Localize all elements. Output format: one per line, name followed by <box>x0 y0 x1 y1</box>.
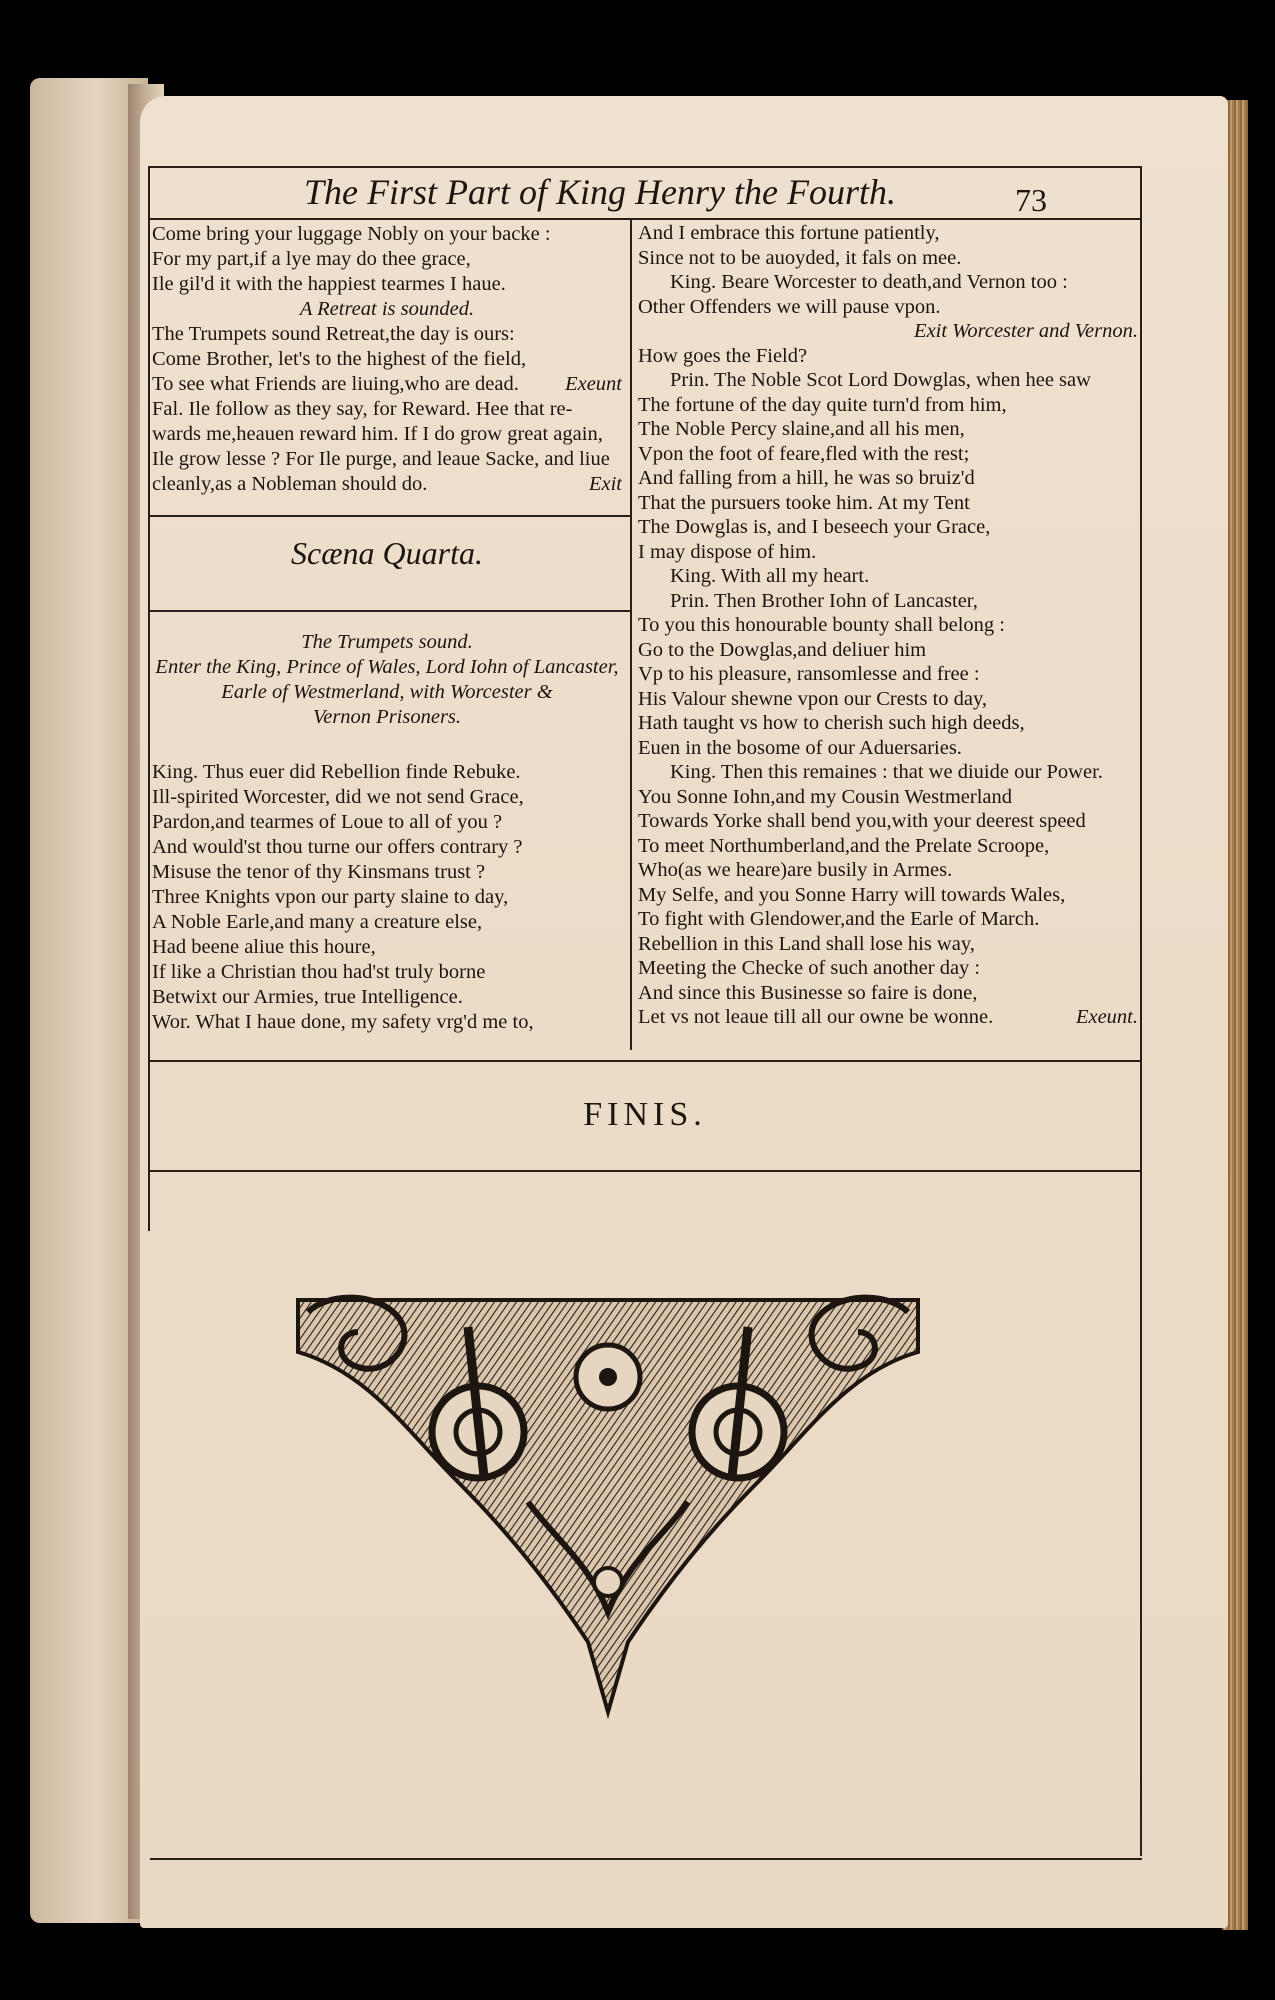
verse-line: King. With all my heart. <box>670 565 870 587</box>
verse-line: Hath taught vs how to cherish such high deeds, <box>638 712 1025 734</box>
verse-line: Let vs not leaue till all our owne be wonne. Exeunt. <box>638 1006 1138 1028</box>
frame-right-rule <box>1140 166 1142 1856</box>
verse-line: Ill-spirited Worcester, did we not send Grace, <box>152 786 524 808</box>
verse-line: Had beene aliue this houre, <box>152 936 376 958</box>
exit-direction: Exeunt. <box>1075 1006 1138 1028</box>
verse-line: And falling from a hill, he was so bruiz'd <box>638 467 975 489</box>
stage-direction-line: Vernon Prisoners. <box>312 706 462 728</box>
frame-bottom-rule <box>150 1858 1142 1860</box>
verse-line: Vp to his pleasure, ransomlesse and free : <box>638 663 980 685</box>
verse-line: Prin. Then Brother Iohn of Lancaster, <box>670 589 978 612</box>
verse-line: Other Offenders we will pause vpon. <box>638 295 941 318</box>
verse-line: To see what Friends are liuing,who are dead. Exeunt <box>152 373 622 395</box>
verse-line: King. Beare Worcester to death,and Vernon too : <box>670 271 1068 293</box>
finis-heading: FINIS. <box>583 1096 707 1133</box>
verse-line: Come bring your luggage Nobly on your backe : <box>152 223 551 245</box>
stage-direction-line: A Retreat is sounded. <box>299 298 475 320</box>
verse-line: Ile gil'd it with the happiest tearmes I haue. <box>152 273 506 295</box>
verse-line: The Trumpets sound Retreat,the day is ours: <box>152 323 515 345</box>
scene-rule-top <box>148 515 630 517</box>
prose-line: wards me,heauen reward him. If I do grow great again, <box>152 423 603 445</box>
verse-line: If like a Christian thou had'st truly borne <box>152 961 486 983</box>
scene-heading: Scæna Quarta. <box>291 535 483 571</box>
verse-line: To fight with Glendower,and the Earle of March. <box>638 908 1040 930</box>
prose-line: Fal. Ile follow as they say, for Reward. Hee that re- <box>152 398 573 420</box>
left-column-bottom <box>152 760 622 1035</box>
verse-line: How goes the Field? <box>638 344 808 367</box>
verse-line: Pardon,and tearmes of Loue to all of you ? <box>152 811 503 833</box>
running-title: The First Part of King Henry the Fourth. <box>304 172 896 212</box>
verse-line: That the pursuers tooke him. At my Tent <box>638 491 970 514</box>
verse-line: To you this honourable bounty shall belong : <box>638 614 1005 636</box>
verse-line: Wor. What I haue done, my safety vrg'd me to, <box>152 1011 534 1033</box>
exit-direction: Exeunt <box>565 373 622 395</box>
verse-line: Towards Yorke shall bend you,with your deerest speed <box>638 810 1086 832</box>
verse-line: Go to the Dowglas,and deliuer him <box>638 638 927 661</box>
left-column-top <box>152 222 622 497</box>
verse-line: Three Knights vpon our party slaine to day, <box>152 886 509 908</box>
verse-line: A Noble Earle,and many a creature else, <box>152 911 483 933</box>
page-number: 73 <box>1015 182 1047 218</box>
finis-rule-top <box>148 1060 1140 1062</box>
verse-line: And since this Businesse so faire is done, <box>638 981 978 1004</box>
verse-line: You Sonne Iohn,and my Cousin Westmerland <box>638 785 1012 808</box>
verse-line: King. Then this remaines : that we diuide our Power. <box>670 761 1103 783</box>
scene-rule-bottom <box>148 610 630 612</box>
stage-direction-line: Exit Worcester and Vernon. <box>914 320 1138 342</box>
verse-line: And I embrace this fortune patiently, <box>638 222 940 244</box>
verse-line: I may dispose of him. <box>638 540 817 563</box>
verse-line: My Selfe, and you Sonne Harry will towards Wales, <box>638 883 1066 906</box>
exit-direction: Exit <box>588 473 622 495</box>
verse-line: Who(as we heare)are busily in Armes. <box>638 859 953 881</box>
verse-line: His Valour shewne vpon our Crests to day, <box>638 687 988 710</box>
verse-line: Come Brother, let's to the highest of the field, <box>152 348 527 370</box>
stage-direction-block <box>152 630 622 730</box>
column-divider <box>630 218 632 1050</box>
prose-line: cleanly,as a Nobleman should do. Exit <box>152 473 622 495</box>
verse-line: Meeting the Checke of such another day : <box>638 957 981 979</box>
verse-line: Vpon the foot of feare,fled with the rest; <box>638 442 970 465</box>
verse-line: Misuse the tenor of thy Kinsmans trust ? <box>152 861 486 883</box>
frame-left-rule <box>148 166 150 1231</box>
verse-line: The fortune of the day quite turn'd from him, <box>638 393 1007 416</box>
prose-line: Ile grow lesse ? For Ile purge, and leaue Sacke, and liue <box>152 448 610 470</box>
verse-line: King. Thus euer did Rebellion finde Rebuke. <box>152 761 521 783</box>
verse-line: To meet Northumberland,and the Prelate Scroope, <box>638 834 1050 857</box>
verse-line: And would'st thou turne our offers contrary ? <box>152 836 523 858</box>
stage-direction-line: Earle of Westmerland, with Worcester & <box>221 681 553 703</box>
verse-line: Euen in the bosome of our Aduersaries. <box>638 736 962 759</box>
right-column <box>638 221 1138 1030</box>
verse-line: The Dowglas is, and I beseech your Grace, <box>638 516 991 538</box>
verse-line: Prin. The Noble Scot Lord Dowglas, when hee saw <box>670 369 1091 391</box>
verse-line: Rebellion in this Land shall lose his way, <box>638 932 975 955</box>
header-rule <box>148 218 1140 220</box>
stage-direction-line: Enter the King, Prince of Wales, Lord Iohn of Lancaster, <box>155 656 619 678</box>
finis-rule-bottom <box>148 1170 1140 1172</box>
stage-direction-line: The Trumpets sound. <box>301 631 473 653</box>
verse-line: Betwixt our Armies, true Intelligence. <box>152 986 463 1008</box>
verse-line: The Noble Percy slaine,and all his men, <box>638 418 965 440</box>
verse-line: Since not to be auoyded, it fals on mee. <box>638 246 962 269</box>
woodcut-tailpiece-ornament <box>288 1282 928 1722</box>
verse-line: For my part,if a lye may do thee grace, <box>152 248 471 270</box>
